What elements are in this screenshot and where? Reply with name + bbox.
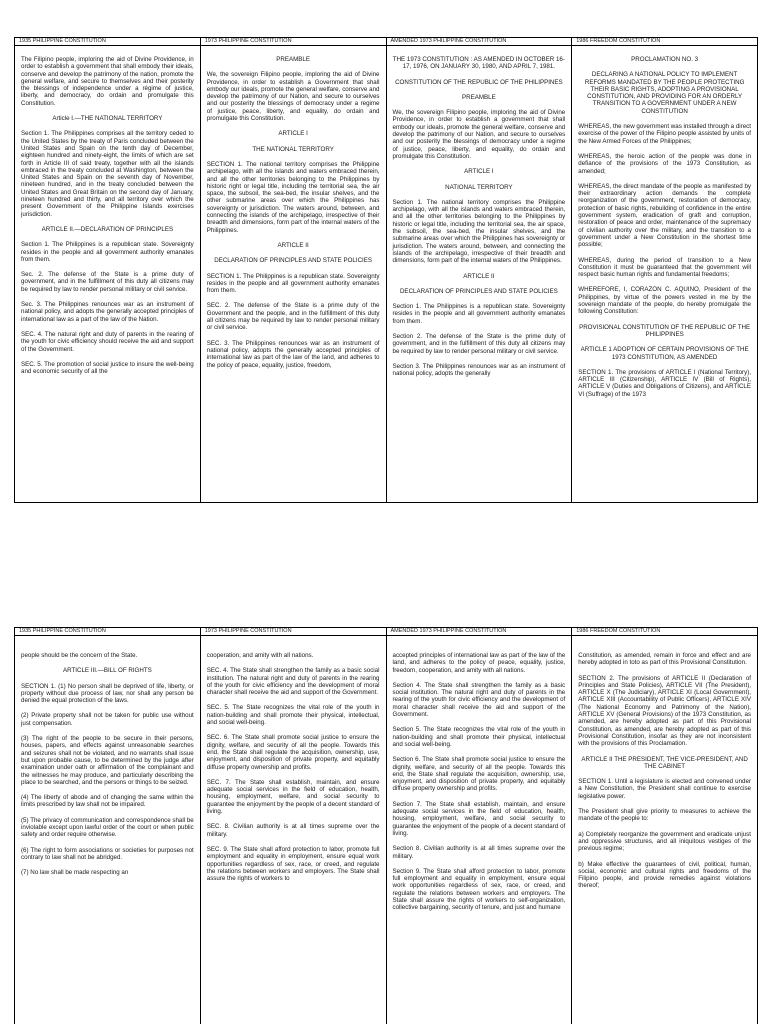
paragraph: (7) No law shall be made respecting an (21, 869, 129, 877)
section-heading: DECLARING A NATIONAL POLICY TO IMPLEMENT REFORMS MANDATED BY THE PEOPLE PROTECTING THEIR BASIC RIGHTS, ADOPTING A PROVISIONAL CONSTITUTION, AND PROVIDING FOR AN ORDERLY TRANSITION TO A GOVERNMENT UNDER A NEW CONSTITUTION (584, 71, 745, 115)
paragraph: SEC. 8. Civilian authority is at all times supreme over the military. (206, 823, 380, 838)
paragraph: Constitution, as amended, remain in force and effect and are hereby adopted in toto as part of this Provisional Constitution. (578, 652, 751, 667)
paragraph: (2) Private property shall not be taken for public use without just compensation. (21, 712, 194, 727)
header-1935: 1935 PHILIPPINE CONSTITUTION (15, 38, 201, 45)
column-1935 (15, 46, 201, 502)
section-heading: ARTICLE I (464, 168, 494, 176)
paragraph: SEC. 3. The Philippines renounces war as an instrument of national policy, adopts the generally accepted principles of international law as part of the law of the land, and adheres to the policy of peace, equality, justice, freedom, (206, 339, 380, 369)
header-1986: 1986 FREEDOM CONSTITUTION (576, 628, 661, 634)
header-1973: 1973 PHILIPPINE CONSTITUTION (201, 628, 387, 635)
columns-container (14, 46, 758, 503)
paragraph: SEC. 4. The State shall strengthen the family as a basic social institution. The natural right and duty of parents in the rearing of the youth for civic efficiency and the development of moral character shall receive the aid and support of the Government. (206, 667, 380, 697)
header-1986: 1986 FREEDOM CONSTITUTION (576, 38, 661, 44)
column-1986 (572, 46, 757, 502)
header-1973: 1973 PHILIPPINE CONSTITUTION (201, 38, 387, 45)
section-heading: PREAMBLE (276, 56, 310, 63)
section-heading: THE NATIONAL TERRITORY (252, 145, 334, 153)
paragraph: Section 1. The Philippines is a republican state. Sovereignty resides in the people and all government authority emanates from them. (392, 303, 566, 325)
paragraph: Section 8. Civilian authority is at all times supreme over the military. (392, 845, 566, 860)
paragraph: SEC. 5. The promotion of social justice to insure the well-being and economic security of all the (21, 360, 194, 376)
section-heading: CONSTITUTION OF THE REPUBLIC OF THE PHILIPPINES (395, 78, 563, 86)
paragraph: SECTION 1. The national territory comprises the Philippine archipelago, with all the islands and waters embraced therein, and all the other territories belonging to the Philippines by historic right or legal title, including the territorial sea, the air space, the subsoil, the sea-bed, the insular shelves, and the other submarine areas over which the Philippines has sovereignty or jurisdiction. The waters around, between, and connecting the islands of the archipelago, irrespective of their breadth and dimensions, form part of the internal waters of the Philippines. (206, 160, 380, 234)
paragraph: SEC. 9. The State shall afford protection to labor, promote full employment and equality in employment, ensure equal work opportunities regardless of sex, race, or creed, and regulate the relations between workers and employers. The State shall assure the rights of workers to (206, 845, 380, 883)
section-heading: DECLARATION OF PRINCIPLES AND STATE POLICIES (214, 257, 373, 265)
paragraph: (6) The right to form associations or societies for purposes not contrary to law shall not be abridged. (21, 846, 194, 861)
column-amended-1973 (387, 636, 573, 1024)
paragraph: b) Make effective the guarantees of civil, political, human, social, economic and cultural rights and freedoms of the Filipino people, and provide remedies against violations thereof; (578, 860, 751, 890)
section-heading: DECLARATION OF PRINCIPLES AND STATE POLICIES (399, 287, 558, 295)
paragraph: cooperation, and amity with all nations. (206, 652, 314, 659)
column-1935 (15, 636, 201, 1024)
section-heading: ARTICLE II.—DECLARATION OF PRINCIPLES (41, 225, 174, 233)
paragraph: a) Completely reorganize the government and eradicate unjust and oppressive structures, and all iniquitous vestiges of the previous regime; (578, 830, 751, 853)
document-page-1 (14, 37, 758, 503)
section-heading: THE 1973 CONSTITUTION : AS AMENDED IN OCTOBER 16-17, 1976, ON JANUARY 30, 1980, AND APRIL 7, 1981. (392, 56, 565, 71)
paragraph: Sec. 2. The defense of the State is a prime duty of government, and in the fulfillment of this duty all citizens may be required by law to render personal military or civil service. (21, 271, 194, 293)
paragraph: Section 1. The Philippines comprises all the territory ceded to the United States by the treaty of Paris concluded between the United States and Spain on the tenth day of December, eighteen hundred and ninety-eight, the limits of which are set forth in Article III of said treaty, together with all the islands embraced in the treaty concluded at Washington, between the United States and Spain on the seventh day of November, nineteen hundred, and in the treaty concluded between the United States and Great Britain on the second day of January, nineteen hundred and thirty, and all territory over which the present Government of the Philippine Islands exercises jurisdiction. (21, 130, 194, 218)
section-heading: ARTICLE II (463, 272, 495, 280)
section-heading: PROCLAMATION NO. 3 (631, 56, 699, 63)
column-header-row (14, 37, 758, 46)
paragraph: accepted principles of international law as part of the law of the land, and adheres to the policy of peace, equality, justice, freedom, cooperation, and amity with all nations. (392, 652, 566, 674)
paragraph: (5) The privacy of communication and correspondence shall be inviolable except upon lawful order of the court or when public safety and order require otherwise. (21, 816, 194, 839)
paragraph: SECTION 1. The Philippines is a republican state. Sovereignty resides in the people and all government authority emanates from them. (206, 272, 380, 295)
paragraph: We, the sovereign Filipino people, imploring the aid of Divine Providence, in order to establish a Government that shall embody our ideals, promote the general welfare, conserve and develop the patrimony of our Nation, and secure to ourselves and our posterity the blessings of democracy under a regime of justice, peace, liberty, and equality, do ordain and promulgate this Constitution. (206, 71, 380, 123)
paragraph: Sec. 3. The Philippines renounces war as an instrument of national policy, and adopts the generally accepted principles of international law as a part of the law of the Nation. (21, 301, 194, 323)
section-heading: ARTICLE I (278, 130, 308, 138)
paragraph: Section 3. The Philippines renounces war as an instrument of national policy, adopts the generally (392, 362, 566, 378)
paragraph: Section 9. The State shall afford protection to labor, promote full employment and equality in employment, ensure equal work opportunities regardless of sex, race, or creed, and regulate the relations between workers and employers. The State shall assure the rights of workers to self-organization, collective bargaining, security of tenure, and just and humane (392, 867, 566, 912)
paragraph: SECTION 1. The provisions of ARTICLE I (National Territory), ARTICLE III (Citizenship), ARTICLE IV (Bill of Rights), ARTICLE V (Duties and Obligations of Citizens), and ARTICLE VI (Suffrage) of the 1973 (578, 368, 751, 398)
paragraph: SEC. 2. The defense of the State is a prime duty of the Government and the people, and in the fulfillment of this duty all citizens may be required by law to render personal military or civil service. (206, 302, 380, 332)
column-header-row (14, 627, 758, 636)
columns-container (14, 636, 758, 1024)
header-amended-1973: AMENDED 1973 PHILIPPINE CONSTITUTION (387, 628, 573, 635)
paragraph: WHEREAS, during the period of transition to a New Constitution it must be guaranteed that the government will respect basic human rights and fundamental freedoms; (578, 256, 751, 279)
column-1986 (572, 636, 757, 1024)
paragraph: SEC. 4. The natural right and duty of parents in the rearing of the youth for civic efficiency should receive the aid and support of the Government. (21, 330, 194, 353)
header-amended-1973: AMENDED 1973 PHILIPPINE CONSTITUTION (387, 38, 573, 45)
paragraph: WHEREAS, the direct mandate of the people as manifested by their extraordinary action demands the complete reorganization of the government, restoration of democracy, protection of basic rights, rebuilding of confidence in the entire government system, eradication of graft and corruption, restoration of peace and order, maintenance of the supremacy of civilian authority over the military, and the transition to a government under a New Constitution in the shortest time possible; (578, 182, 751, 249)
paragraph: (4) The liberty of abode and of changing the same within the limits prescribed by law shall not be impaired. (21, 794, 194, 809)
section-heading: ARTICLE III.—BILL OF RIGHTS (63, 667, 152, 675)
paragraph: The Filipino people, imploring the aid of Divine Providence, in order to establish a government that shall embody their ideals, conserve and develop the patrimony of the nation, promote the general welfare, and secure to themselves and their posterity the blessings of independence under a régime of justice, liberty, and democracy, do ordain and promulgate this Constitution. (21, 56, 194, 107)
paragraph: The President shall give priority to measures to achieve the mandate of the people to: (578, 808, 751, 823)
paragraph: SECTION 2. The provisions of ARTICLE II (Declaration of Principles and State Policies), ARTICLE VII (The President), ARTICLE X (The Judiciary), ARTICLE XI (Local Government), ARTICLE XIII (Accountability of Public Officers), ARTICLE XIV (The National Economy and Patrimony of the Nation), ARTICLE XV (General Provisions) of the 1973 Constitution, as amended, are hereby adopted as part of this Provisional Constitution, as amended, are hereby adopted as part of this Provisional Constitution, insofar as they are not inconsistent with the provisions of this Proclamation. (578, 674, 751, 748)
paragraph: Section 6. The State shall promote social justice to ensure the dignity, welfare, and security of all the people. Towards this end, the State shall regulate the acquisition, ownership, use, enjoyment, and disposition of private property, and equitably diffuse property ownership and profits. (392, 756, 566, 793)
column-amended-1973 (387, 46, 573, 502)
paragraph: (3) The right of the people to be secure in their persons, houses, papers, and effects against unreasonable searches and seizures shall not be violated, and no warrants shall issue but upon probable cause, to be determined by the judge after examination under oath or affirmation of the complainant and the witnesses he may produce, and particularly describing the place to be searched, and the persons or things to be seized. (21, 735, 194, 786)
paragraph: WHEREFORE, I, CORAZON C. AQUINO, President of the Philippines, by virtue of the powers vested in me by the sovereign mandate of the people, do hereby promulgate the following Constitution: (578, 286, 751, 316)
paragraph: WHEREAS, the new government was installed through a direct exercise of the power of the Filipino people assisted by units of the New Armed Forces of the Philippines; (578, 123, 751, 145)
paragraph: SECTION 1. Until a legislature is elected and convened under a New Constitution, the President shall continue to exercise legislative power. (578, 778, 751, 800)
column-1973 (201, 46, 387, 502)
section-heading: ARTICLE II THE PRESIDENT, THE VICE-PRESIDENT, AND THE CABINET (581, 755, 748, 770)
paragraph: Section 5. The State recognizes the vital role of the youth in nation-building and shall promote their physical, intellectual and social well-being. (392, 726, 566, 748)
paragraph: SEC. 7. The State shall establish, maintain, and ensure adequate social services in the field of education, health, housing, employment, welfare, and social security to guarantee the enjoyment by the people of a decent standard of living. (206, 778, 380, 816)
paragraph: people should be the concern of the State. (21, 652, 138, 659)
section-heading: ARTICLE II (277, 241, 309, 249)
section-heading: ARTICLE 1 ADOPTION OF CERTAIN PROVISIONS OF THE 1973 CONSTITUTION, AS AMENDED (580, 346, 749, 361)
paragraph: Section 2. The defense of the State is the prime duty of government, and in the fulfillment of this duty all citizens may be required by law to render personal military or civil service. (392, 333, 566, 355)
document-page-2 (14, 627, 758, 1024)
column-1973 (201, 636, 387, 1024)
section-heading: NATIONAL TERRITORY (445, 183, 513, 191)
section-heading: PREAMBLE (462, 93, 496, 101)
header-1935: 1935 PHILIPPINE CONSTITUTION (15, 628, 201, 635)
paragraph: Section 1. The Philippines is a republican state. Sovereignty resides in the people and all government authority emanates from them. (21, 241, 194, 263)
paragraph: SEC. 6. The State shall promote social justice to ensure the dignity, welfare, and security of all the people. Towards this end, the State shall regulate the acquisition, ownership, use, enjoyment, and disposition of private property, and equitably diffuse property ownership and profits. (206, 734, 380, 771)
paragraph: Section 7. The State shall establish, maintain, and ensure adequate social services in the field of education, health, housing, employment, welfare, and social security to guarantee the enjoyment of the people of a decent standard of living. (392, 800, 566, 837)
paragraph: SECTION 1. (1) No person shall be deprived of life, liberty, or property without due process of law, nor shall any person be denied the equal protection of the laws. (21, 682, 194, 705)
section-heading: PROVISIONAL CONSTITUTION OF THE REPUBLIC OF THE PHILIPPINES (579, 323, 751, 338)
paragraph: Section 1. The national territory comprises the Philippine archipelago, with all the islands and waters embraced therein, and all the other territories belonging to the Philippines by historic or legal title, including the territorial sea, the air space, the subsoil, the sea-bed, the insular shelves, and the submarine areas over which the Philippines has sovereignty or jurisdiction. The waters around, between, and connecting the islands of the archipelago, irrespective of their breadth and dimensions, form part of the internal waters of the Philippines. (392, 198, 566, 265)
paragraph: We, the sovereign Filipino people, imploring the aid of Divine Providence, in order to establish a government that shall embody our ideals, promote the general welfare, conserve and develop the patrimony of our Nation, and secure to ourselves and our posterity the blessings of democracy under a regime of justice, peace, liberty, and equality, do ordain and promulgate this Constitution. (392, 109, 566, 160)
paragraph: Section 4. The State shall strengthen the family as a basic social institution. The natural right and duty of parents in the rearing of the youth for civic efficiency and the development of moral character shall receive the aid and support of the Government. (392, 681, 566, 719)
paragraph: WHEREAS, the heroic action of the people was done in defiance of the provisions of the 1973 Constitution, as amended; (578, 152, 751, 175)
paragraph: SEC. 5. The State recognizes the vital role of the youth in nation-building and shall promote their physical, intellectual, and social well-being. (206, 704, 380, 727)
section-heading: Article I.—THE NATIONAL TERRITORY (52, 115, 163, 123)
